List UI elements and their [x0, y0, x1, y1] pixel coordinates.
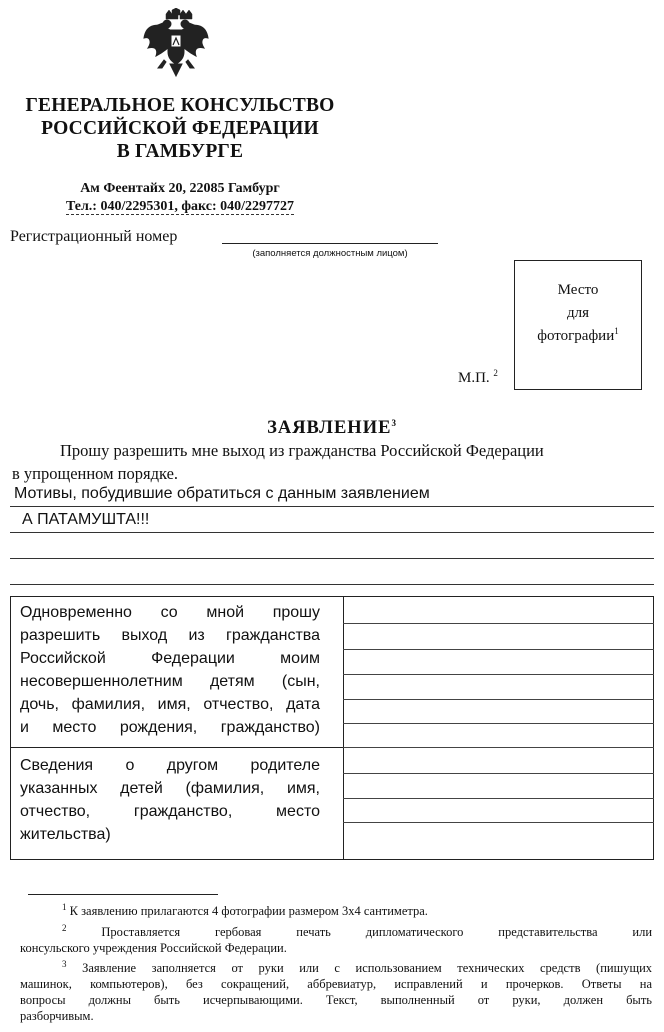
motives-line — [10, 506, 654, 507]
footnote-separator — [28, 894, 218, 895]
footnote-1: $^1$ К заявлению прилагаются 4 фотографии размером 3х4 сантиметра. — [62, 901, 428, 918]
children-table-label: Одновременно со мной прошу разрешить выход из гражданства Российской Федерации моим несовершеннолетним детям (сын, дочь, фамилия, имя, отчество, дата и место рождения, гражданство) — [20, 604, 320, 736]
registration-number-hint: (заполняется должностным лицом) — [252, 248, 408, 259]
document-title: ЗАЯВЛЕНИЕ$^3$ — [267, 417, 397, 438]
phone-fax: Тел.: 040/2295301, факс: 040/2297727 — [65, 199, 295, 214]
answer-line[interactable] — [343, 623, 654, 624]
answer-line[interactable] — [343, 773, 654, 774]
footnote-2: $^2$ Проставляется гербовая печать дипломатического представительства или консульского учреждения Российской Федерации. — [20, 922, 653, 955]
motives-label: Мотивы, побудившие обратиться с данным заявлением — [14, 485, 430, 502]
photo-placeholder-text: Место для фотографии$^1$ — [537, 282, 619, 344]
registration-number-label: Регистрационный номер — [10, 228, 178, 245]
answer-line[interactable] — [343, 822, 654, 823]
stamp-place: М.П. $^2$ — [458, 368, 498, 386]
motives-line — [10, 532, 654, 533]
footnote-ref: 3 — [391, 417, 397, 428]
answer-line[interactable] — [343, 723, 654, 724]
org-name-line: РОССИЙСКОЙ ФЕДЕРАЦИИ — [41, 118, 319, 139]
motives-line — [10, 584, 654, 585]
motives-line — [10, 558, 654, 559]
answer-line[interactable] — [343, 798, 654, 799]
statement-text: в упрощенном порядке. — [12, 464, 179, 483]
org-city-line: В ГАМБУРГЕ — [116, 141, 244, 162]
address: Ам Феентайх 20, 22085 Гамбург — [80, 181, 280, 196]
answer-line[interactable] — [343, 747, 654, 748]
statement-text: Прошу разрешить мне выход из гражданства Российской Федерации — [60, 441, 544, 460]
other-parent-label: Сведения о другом родителе указанных детей (фамилия, имя, отчество, гражданство, место жительства) — [20, 757, 320, 843]
org-name-line: ГЕНЕРАЛЬНОЕ КОНСУЛЬСТВО — [25, 95, 335, 116]
answer-line[interactable] — [343, 699, 654, 700]
footnote-ref: 2 — [493, 368, 498, 378]
answer-line[interactable] — [343, 674, 654, 675]
registration-number-field[interactable] — [222, 243, 438, 244]
answer-line[interactable] — [343, 649, 654, 650]
motives-answer[interactable]: А ПАТАМУШТА!!! — [22, 511, 150, 528]
footnote-3: $^3$ Заявление заполняется от руки или с использованием технических средств (пишущих машинок, компьютеров), без сокращений, аббревиатур, исправлений и прочерков. Ответы на вопросы должны быть исчерпывающими. Текст, выполненный от руки, должен быть разборчивым. — [20, 958, 653, 1023]
footnote-ref: 1 — [614, 326, 619, 336]
coat-of-arms-icon — [140, 8, 212, 78]
